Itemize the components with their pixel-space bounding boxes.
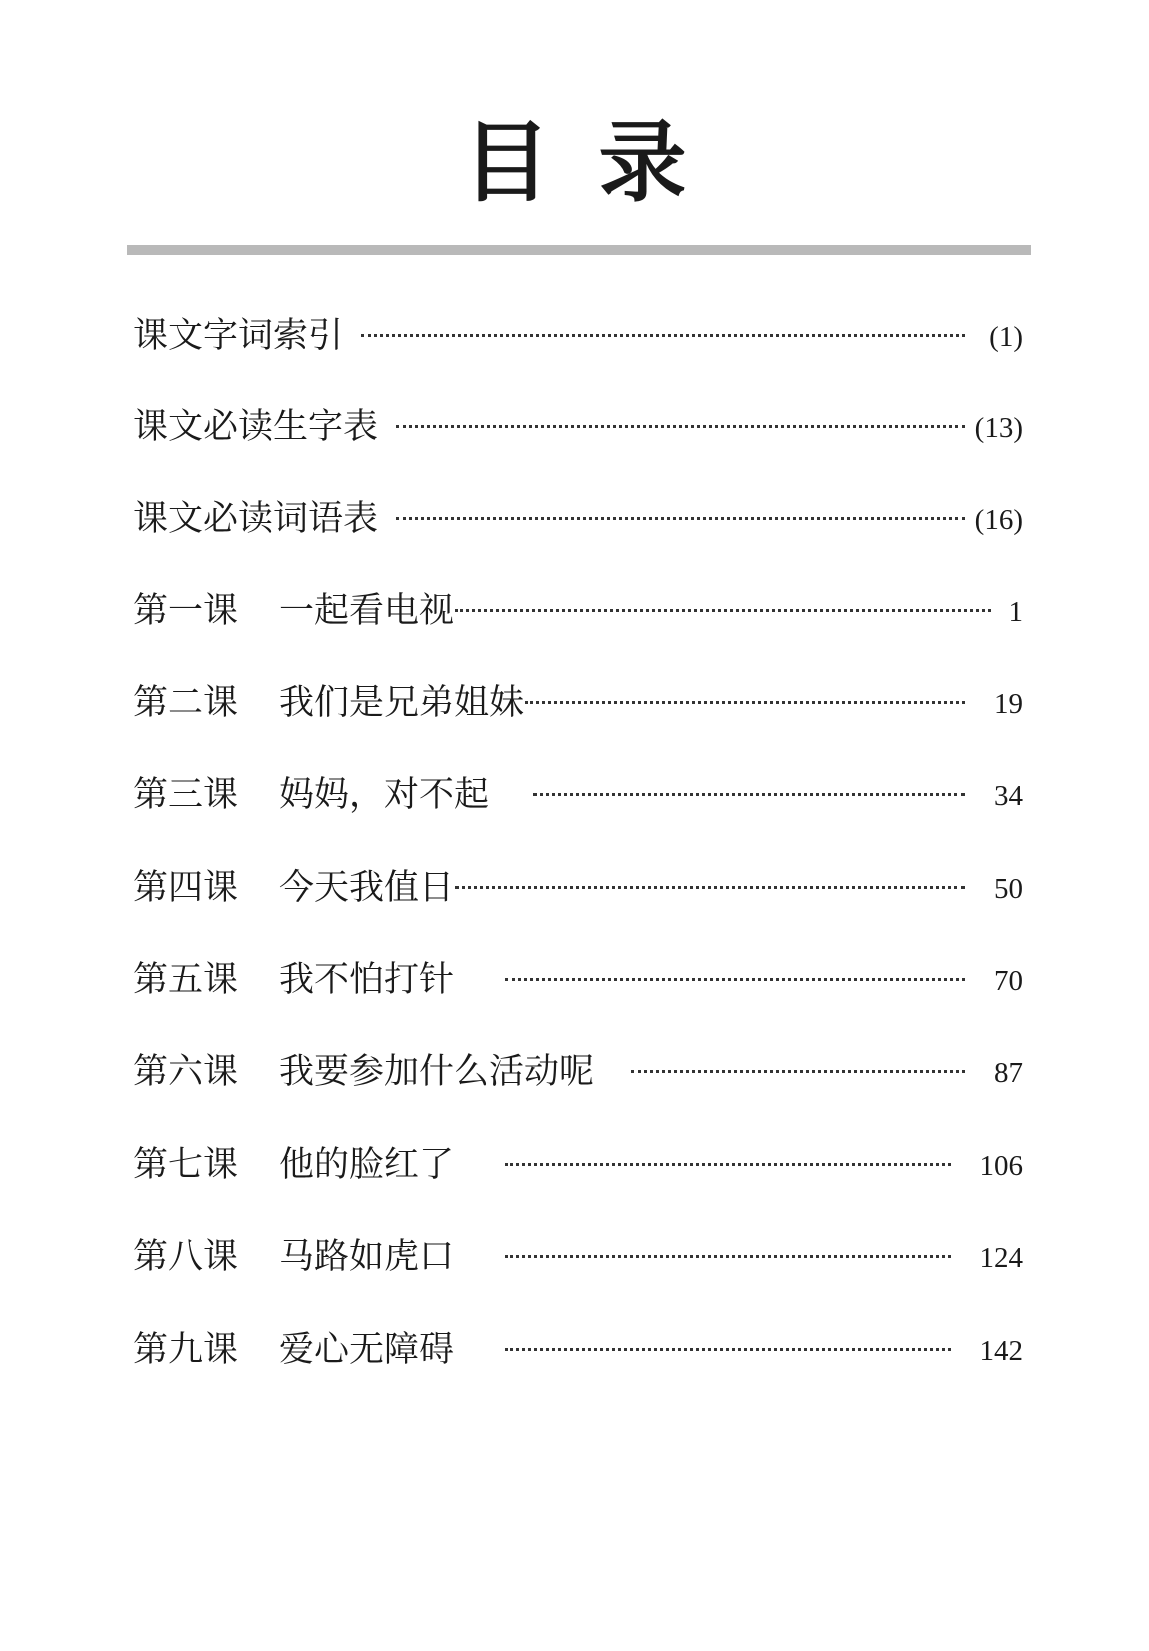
lesson-number: 第九课 [133,1330,239,1370]
toc-page-number: 87 [994,1057,1023,1089]
toc-page-number: 142 [979,1335,1023,1367]
toc-page-number: (1) [989,321,1023,353]
toc-page-number: 50 [994,873,1023,905]
lesson-number: 第八课 [133,1237,239,1277]
toc-row-lesson-6[interactable] [133,1046,1023,1098]
toc-row-characters[interactable] [133,401,1023,453]
lesson-number: 第三课 [133,775,239,815]
toc-entry-label: 课文字词索引 [133,316,344,356]
toc-row-lesson-1[interactable] [133,585,1023,637]
lesson-number: 第六课 [133,1052,239,1092]
dot-leader [396,425,965,428]
dot-leader [505,978,965,981]
page-title [0,108,1149,218]
toc-row-lesson-7[interactable] [133,1139,1023,1191]
dot-leader [361,334,965,337]
page-title-char-2: 录 [598,111,687,214]
dot-leader [505,1163,951,1166]
dot-leader [505,1255,951,1258]
lesson-number: 第五课 [133,960,239,1000]
toc-entry-label: 课文必读生字表 [133,407,379,447]
toc-row-index[interactable] [133,310,1023,362]
toc-page-number: 70 [994,965,1023,997]
toc-page-number: (13) [974,412,1023,444]
lesson-title: 我要参加什么活动呢 [279,1052,595,1092]
dot-leader [631,1070,965,1073]
lesson-title: 我不怕打针 [279,960,455,1000]
toc-page-number: 106 [979,1150,1023,1182]
dot-leader [505,1348,951,1351]
dot-leader [525,701,965,704]
dot-leader [533,793,965,796]
toc-row-lesson-8[interactable] [133,1231,1023,1283]
lesson-number: 第一课 [133,591,239,631]
lesson-title: 他的脸红了 [279,1145,455,1185]
toc-row-lesson-2[interactable] [133,677,1023,729]
toc-row-lesson-5[interactable] [133,954,1023,1006]
lesson-title: 我们是兄弟姐妹 [279,683,525,723]
toc-row-vocabulary[interactable] [133,493,1023,545]
dot-leader [396,517,965,520]
toc-page-number: 34 [994,780,1023,812]
toc-page-number: (16) [974,504,1023,536]
toc-page-number: 19 [994,688,1023,720]
lesson-number: 第二课 [133,683,239,723]
toc-row-lesson-3[interactable] [133,769,1023,821]
toc-page-number: 1 [1008,596,1023,628]
toc-row-lesson-9[interactable] [133,1324,1023,1376]
toc-page-number: 124 [979,1242,1023,1274]
lesson-number: 第七课 [133,1145,239,1185]
dot-leader [455,886,965,889]
toc-row-lesson-4[interactable] [133,862,1023,914]
lesson-title: 马路如虎口 [279,1237,455,1277]
lesson-title: 今天我值日 [279,868,455,908]
lesson-title: 妈妈，对不起 [279,775,490,815]
toc-entry-label: 课文必读词语表 [133,499,379,539]
lesson-title: 爱心无障碍 [279,1330,455,1370]
lesson-title: 一起看电视 [279,591,455,631]
dot-leader [455,609,991,612]
lesson-number: 第四课 [133,868,239,908]
page-title-char-1: 目 [462,111,551,214]
title-divider [127,245,1031,255]
